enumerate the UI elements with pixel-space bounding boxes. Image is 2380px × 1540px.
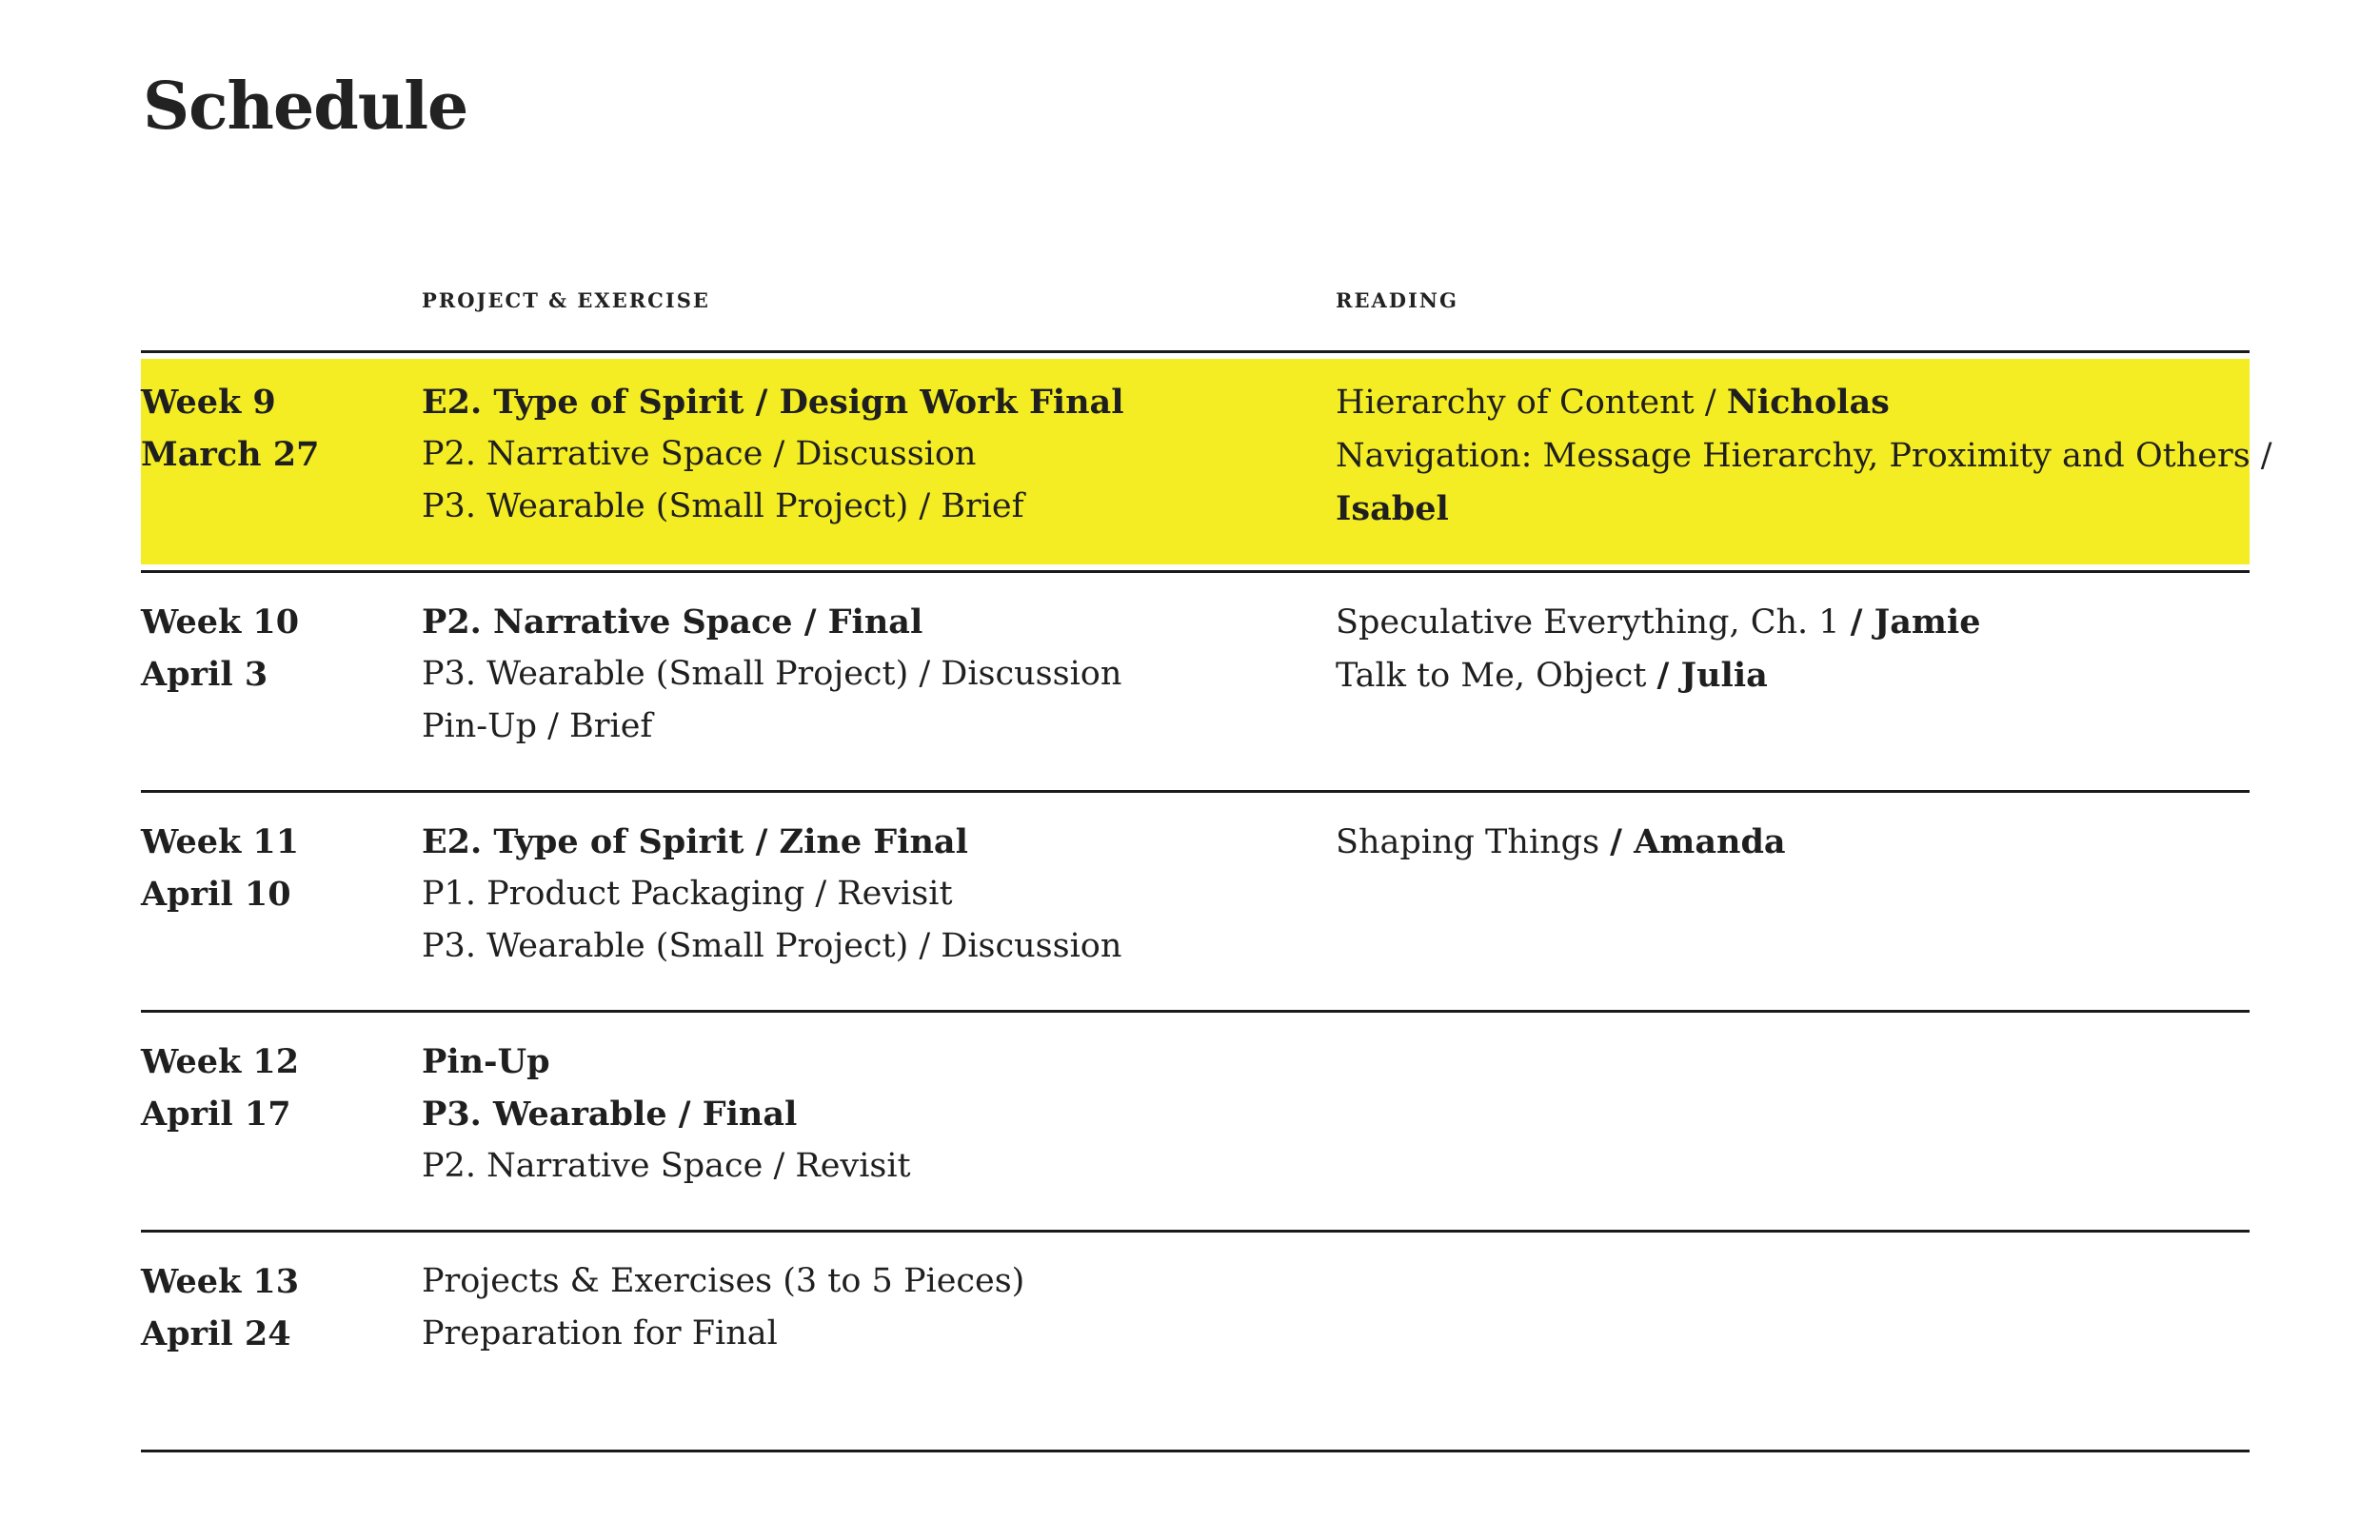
week-cell: [141, 596, 417, 701]
reading-title: Hierarchy of Content /: [1336, 384, 1727, 422]
project-item: P2. Narrative Space / Final: [422, 602, 923, 642]
week-label: Week 12: [141, 1042, 300, 1081]
project-item: P3. Wearable / Final: [422, 1095, 798, 1134]
reading-cell: [1336, 376, 2272, 536]
week-date: April 17: [141, 1095, 291, 1134]
schedule-table: [141, 350, 2272, 1452]
reading-item: [1336, 649, 2250, 702]
week-date: April 10: [141, 875, 291, 914]
week-label: Week 11: [141, 822, 300, 861]
week-row: [141, 799, 2250, 1004]
reading-title: Talk to Me, Object: [1336, 657, 1657, 695]
reading-presenter: / Jamie: [1850, 602, 1981, 642]
project-item: Preparation for Final: [422, 1314, 778, 1352]
week-cell: [141, 1036, 417, 1140]
week-row: [141, 579, 2250, 784]
reading-presenter: / Amanda: [1610, 822, 1786, 861]
project-cell: [422, 596, 1317, 753]
project-item: Projects & Exercises (3 to 5 Pieces): [422, 1262, 1025, 1300]
project-item: E2. Type of Spirit / Zine Final: [422, 822, 968, 861]
reading-presenter: Nicholas: [1726, 383, 1890, 422]
week-row: [141, 359, 2272, 564]
project-cell: [422, 816, 1317, 973]
reading-title: Navigation: Message Hierarchy, Proximity and Others /: [1336, 437, 2272, 475]
project-item: Pin-Up / Brief: [422, 707, 653, 745]
divider-line: [141, 570, 2250, 573]
reading-item: [1336, 429, 2272, 483]
reading-item: [1336, 376, 2250, 429]
project-cell: [422, 376, 1317, 533]
week-label: Week 9: [141, 383, 276, 422]
week-date: April 3: [141, 655, 268, 694]
project-item: P3. Wearable (Small Project) / Discussion: [422, 927, 1122, 965]
reading-item: [1336, 596, 2250, 649]
project-cell: [422, 1255, 1317, 1360]
week-cell: [141, 1255, 417, 1360]
week-date: April 24: [141, 1314, 291, 1353]
reading-presenter: / Julia: [1656, 656, 1768, 695]
week-label: Week 13: [141, 1262, 300, 1301]
divider-line: [141, 1450, 2250, 1452]
reading-item: [1336, 483, 2250, 536]
divider-line: [141, 1230, 2250, 1233]
reading-title: Speculative Everything, Ch. 1: [1336, 603, 1851, 642]
project-item: P3. Wearable (Small Project) / Brief: [422, 487, 1024, 525]
week-cell: [141, 816, 417, 920]
reading-title: Shaping Things: [1336, 823, 1611, 861]
page-title: Schedule: [143, 69, 468, 145]
divider-line: [141, 790, 2250, 793]
reading-cell: [1336, 596, 2250, 702]
week-row: [141, 1238, 2250, 1444]
project-item: E2. Type of Spirit / Design Work Final: [422, 383, 1124, 422]
reading-item: [1336, 816, 2250, 869]
reading-cell: [1336, 816, 2250, 869]
column-header-project: PROJECT & EXERCISE: [422, 288, 710, 312]
week-row: [141, 1018, 2250, 1224]
project-item: P2. Narrative Space / Discussion: [422, 435, 977, 473]
project-cell: [422, 1036, 1317, 1193]
week-cell: [141, 376, 417, 481]
reading-presenter: Isabel: [1336, 489, 1449, 528]
week-date: March 27: [141, 435, 320, 474]
week-label: Week 10: [141, 602, 300, 642]
divider-line: [141, 350, 2250, 353]
project-item: P2. Narrative Space / Revisit: [422, 1147, 911, 1185]
project-item: P1. Product Packaging / Revisit: [422, 875, 953, 913]
project-item: Pin-Up: [422, 1042, 550, 1081]
divider-line: [141, 1010, 2250, 1013]
column-header-reading: READING: [1336, 288, 1458, 312]
project-item: P3. Wearable (Small Project) / Discussion: [422, 655, 1122, 693]
